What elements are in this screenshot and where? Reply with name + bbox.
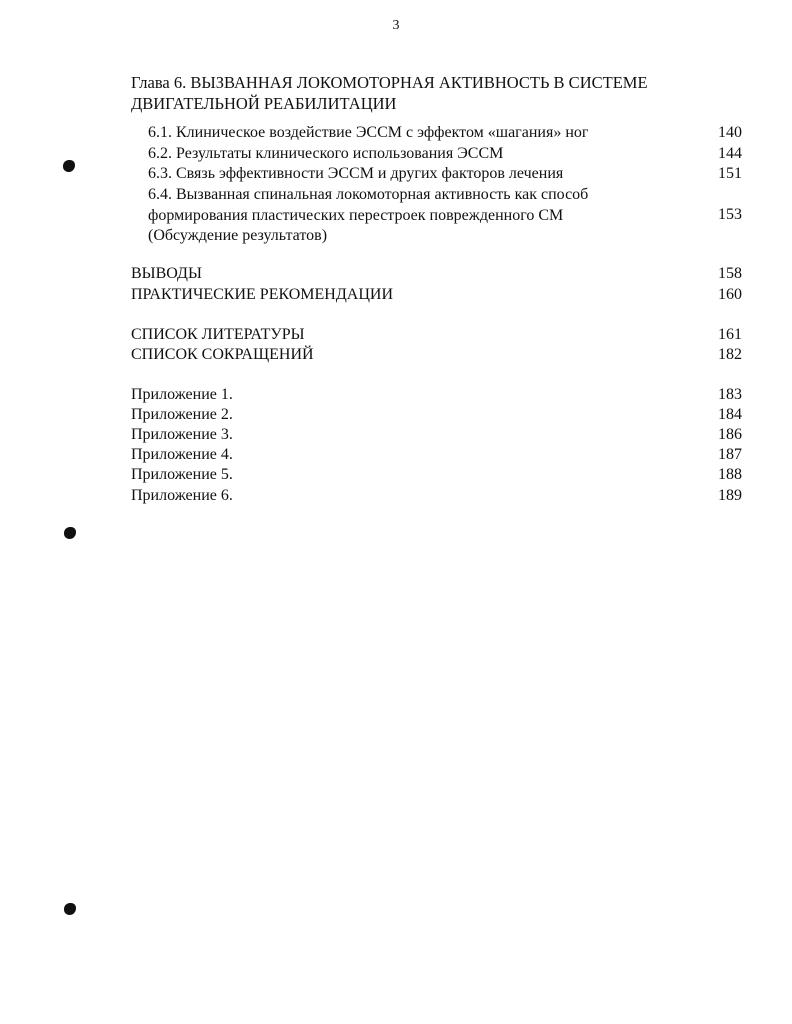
toc-entry-references: СПИСОК ЛИТЕРАТУРЫ <box>131 326 305 343</box>
toc-entry-appendix-5: Приложение 5. <box>131 466 233 483</box>
toc-entry-appendix-6: Приложение 6. <box>131 487 233 504</box>
punch-hole-mark <box>64 527 76 539</box>
toc-page-references: 161 <box>718 326 742 343</box>
toc-entry-appendix-1: Приложение 1. <box>131 386 233 403</box>
toc-entry-abbreviations: СПИСОК СОКРАЩЕНИЙ <box>131 346 314 363</box>
toc-entry-6-4-line-1: 6.4. Вызванная спинальная локомоторная активность как способ <box>148 186 589 203</box>
toc-page-appendix-3: 186 <box>718 426 742 443</box>
punch-hole-mark <box>64 903 76 915</box>
toc-entry-6-4 <box>148 185 693 247</box>
chapter-heading-line-2: ДВИГАТЕЛЬНОЙ РЕАБИЛИТАЦИИ <box>131 94 397 113</box>
toc-page-6-3: 151 <box>718 165 742 182</box>
toc-entry-appendix-3: Приложение 3. <box>131 426 233 443</box>
toc-page-6-1: 140 <box>718 124 742 141</box>
toc-page-6-2: 144 <box>718 145 742 162</box>
toc-entry-6-1: 6.1. Клиническое воздействие ЭССМ с эффектом «шагания» ног <box>148 124 589 141</box>
toc-page-recommendations: 160 <box>718 286 742 303</box>
toc-page-conclusions: 158 <box>718 265 742 282</box>
toc-page-appendix-2: 184 <box>718 406 742 423</box>
chapter-heading <box>131 72 711 114</box>
toc-page-6-4: 153 <box>718 206 742 223</box>
toc-entry-conclusions: ВЫВОДЫ <box>131 265 202 282</box>
toc-page-appendix-6: 189 <box>718 487 742 504</box>
toc-entry-appendix-2: Приложение 2. <box>131 406 233 423</box>
toc-page-appendix-5: 188 <box>718 466 742 483</box>
toc-page-abbreviations: 182 <box>718 346 742 363</box>
toc-entry-6-3: 6.3. Связь эффективности ЭССМ и других факторов лечения <box>148 165 564 182</box>
toc-entry-appendix-4: Приложение 4. <box>131 446 233 463</box>
toc-page-appendix-4: 187 <box>718 446 742 463</box>
toc-entry-6-4-line-3: (Обсуждение результатов) <box>148 227 328 244</box>
toc-page-appendix-1: 183 <box>718 386 742 403</box>
page-number: 3 <box>392 18 400 33</box>
toc-entry-recommendations: ПРАКТИЧЕСКИЕ РЕКОМЕНДАЦИИ <box>131 286 393 303</box>
punch-hole-mark <box>63 160 75 172</box>
toc-entry-6-2: 6.2. Результаты клинического использования ЭССМ <box>148 145 504 162</box>
chapter-heading-line-1: Глава 6. ВЫЗВАННАЯ ЛОКОМОТОРНАЯ АКТИВНОСТЬ В СИСТЕМЕ <box>131 73 648 92</box>
toc-entry-6-4-line-2: формирования пластических перестроек поврежденного СМ <box>148 206 564 224</box>
